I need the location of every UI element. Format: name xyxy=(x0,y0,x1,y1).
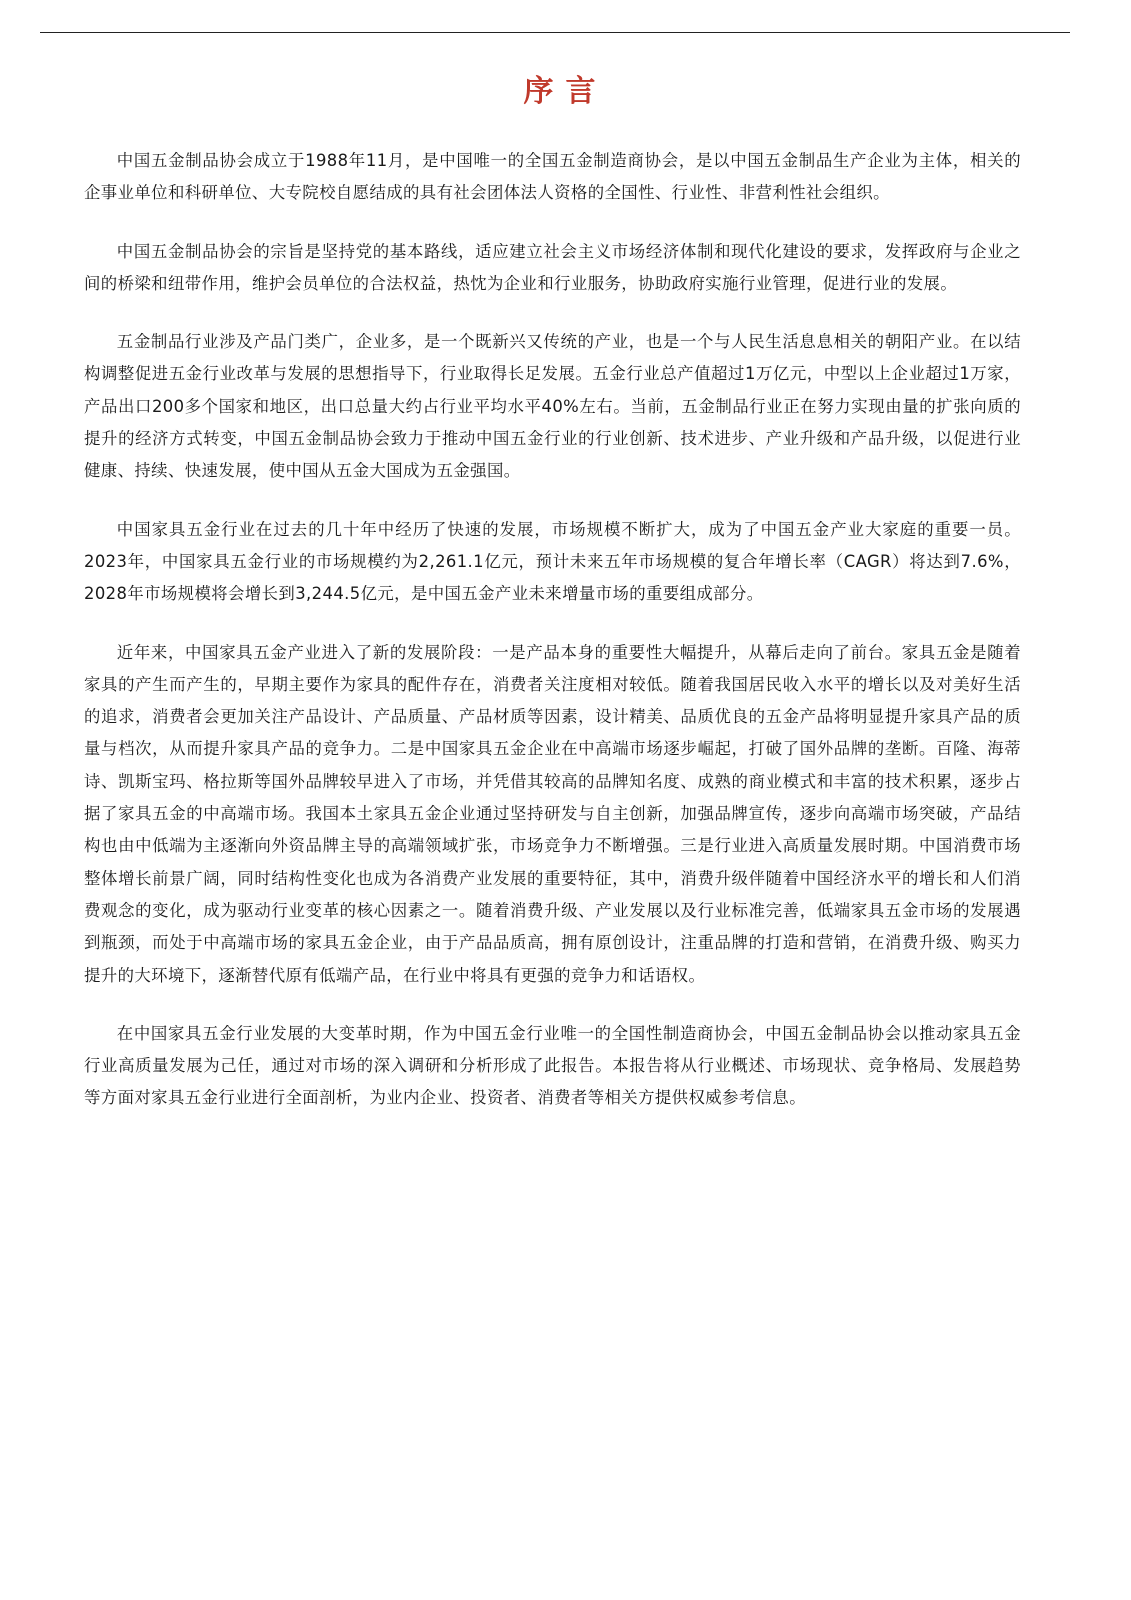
paragraph-report-purpose: 在中国家具五金行业发展的大变革时期，作为中国五金行业唯一的全国性制造商协会，中国五金制品协会以推动家具五金行业高质量发展为己任，通过对市场的深入调研和分析形成了此报告。本报告将从行业概述、市场现状、竞争格局、发展趋势等方面对家具五金行业进行全面剖析，为业内企业、投资者、消费者等相关方提供权威参考信息。 xyxy=(84,1023,1021,1108)
paragraph-association-founding: 中国五金制品协会成立于1988年11月，是中国唯一的全国五金制造商协会，是以中国五金制品生产企业为主体，相关的企事业单位和科研单位、大专院校自愿结成的具有社会团体法人资格的全国性、行业性、非营利性社会组织。 xyxy=(84,151,1021,203)
page-title: 序言 xyxy=(523,74,608,109)
header-rule xyxy=(40,32,1070,33)
paragraph-association-purpose: 中国五金制品协会的宗旨是坚持党的基本路线，适应建立社会主义市场经济体制和现代化建设的要求，发挥政府与企业之间的桥梁和纽带作用，维护会员单位的合法权益，热忱为企业和行业服务，协助政府实施行业管理，促进行业的发展。 xyxy=(84,241,1021,293)
paragraph-market-size: 中国家具五金行业在过去的几十年中经历了快速的发展，市场规模不断扩大，成为了中国五金产业大家庭的重要一员。2023年，中国家具五金行业的市场规模约为2,261.1亿元，预计未来五年市场规模的复合年增长率（CAGR）将达到7.6%，2028年市场规模将会增长到3,244.5亿元，是中国五金产业未来增量市场的重要组成部分。 xyxy=(84,519,1021,604)
paragraph-development-stage: 近年来，中国家具五金产业进入了新的发展阶段：一是产品本身的重要性大幅提升，从幕后走向了前台。家具五金是随着家具的产生而产生的，早期主要作为家具的配件存在，消费者关注度相对较低。随着我国居民收入水平的增长以及对美好生活的追求，消费者会更加关注产品设计、产品质量、产品材质等因素，设计精美、品质优良的五金产品将明显提升家具产品的质量与档次，从而提升家具产品的竞争力。二是中国家具五金企业在中高端市场逐步崛起，打破了国外品牌的垄断。百隆、海蒂诗、凯斯宝玛、格拉斯等国外品牌较早进入了市场，并凭借其较高的品牌知名度、成熟的商业模式和丰富的技术积累，逐步占据了家具五金的中高端市场。我国本土家具五金企业通过坚持研发与自主创新，加强品牌宣传，逐步向高端市场突破，产品结构也由中低端为主逐渐向外资品牌主导的高端领域扩张，市场竞争力不断增强。三是行业进入高质量发展时期。中国消费市场整体增长前景广阔，同时结构性变化也成为各消费产业发展的重要特征，其中，消费升级伴随着中国经济水平的增长和人们消费观念的变化，成为驱动行业变革的核心因素之一。随着消费升级、产业发展以及行业标准完善，低端家具五金市场的发展遇到瓶颈，而处于中高端市场的家具五金企业，由于产品品质高，拥有原创设计，注重品牌的打造和营销，在消费升级、购买力提升的大环境下，逐渐替代原有低端产品，在行业中将具有更强的竞争力和话语权。 xyxy=(84,642,1021,985)
paragraph-industry-overview: 五金制品行业涉及产品门类广，企业多，是一个既新兴又传统的产业，也是一个与人民生活息息相关的朝阳产业。在以结构调整促进五金行业改革与发展的思想指导下，行业取得长足发展。五金行业总产值超过1万亿元，中型以上企业超过1万家，产品出口200多个国家和地区，出口总量大约占行业平均水平40%左右。当前，五金制品行业正在努力实现由量的扩张向质的提升的经济方式转变，中国五金制品协会致力于推动中国五金行业的行业创新、技术进步、产业升级和产品升级，以促进行业健康、持续、快速发展，使中国从五金大国成为五金强国。 xyxy=(84,332,1021,481)
document-body xyxy=(84,145,1021,1141)
